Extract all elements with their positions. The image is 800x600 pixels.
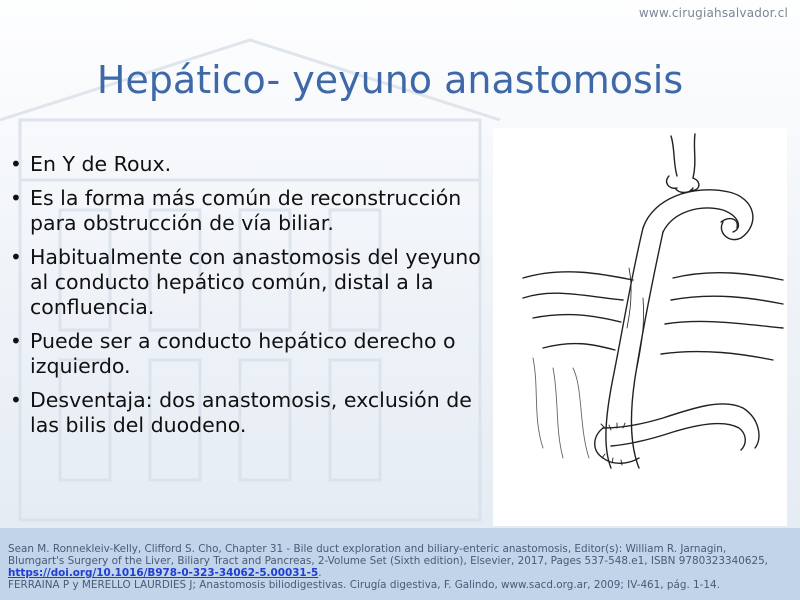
bullet-item [8,186,496,236]
reference-line: Blumgart's Surgery of the Liver, Biliary Tract and Pancreas, 2-Volume Set (Sixth edition), Elsevier, 2017, Pages 537-548.e1, ISBN 9780323340625, [8,555,768,567]
reference-line: FERRAINA P y MERELLO LAURDIES J; Anastomosis biliodigestivas. Cirugía digestiva, F. Galindo, www.sacd.org.ar, 2009; IV-461, pág. 1-14. [8,579,720,591]
site-url: www.cirugiahsalvador.cl [638,6,788,20]
bullet-list [8,152,496,447]
bullet-item [8,329,496,379]
bullet-text: Es la forma más común de reconstrucción para obstrucción de vía biliar. [30,186,462,235]
reference-line: Sean M. Ronnekleiv-Kelly, Clifford S. Cho, Chapter 31 - Bile duct exploration and biliary-enteric anastomosis, Editor(s): William R. Jarnagin, [8,543,727,555]
bullet-icon: • [10,245,22,269]
bullet-text: En Y de Roux. [30,152,172,176]
bullet-icon: • [10,329,22,353]
bullet-icon: • [10,388,22,412]
reference-doi-line [0,567,800,579]
bullet-item [8,245,496,320]
references-bar [0,528,800,600]
doi-link[interactable]: https://doi.org/10.1016/B978-0-323-34062-5.00031-5 [8,567,319,579]
bullet-text: Desventaja: dos anastomosis, exclusión de las bilis del duodeno. [30,388,472,437]
bullet-icon: • [10,152,22,176]
bullet-text: Habitualmente con anastomosis del yeyuno al conducto hepático común, distal a la confluencia. [30,245,481,319]
surgical-drawing [493,128,787,526]
bullet-text: Puede ser a conducto hepático derecho o izquierdo. [30,329,456,378]
bullet-icon: • [10,186,22,210]
anastomosis-illustration [493,128,787,526]
bullet-item [8,388,496,438]
bullet-item [8,152,496,177]
slide-title: Hepático- yeyuno anastomosis [96,58,684,102]
doi-suffix: . [318,567,322,579]
